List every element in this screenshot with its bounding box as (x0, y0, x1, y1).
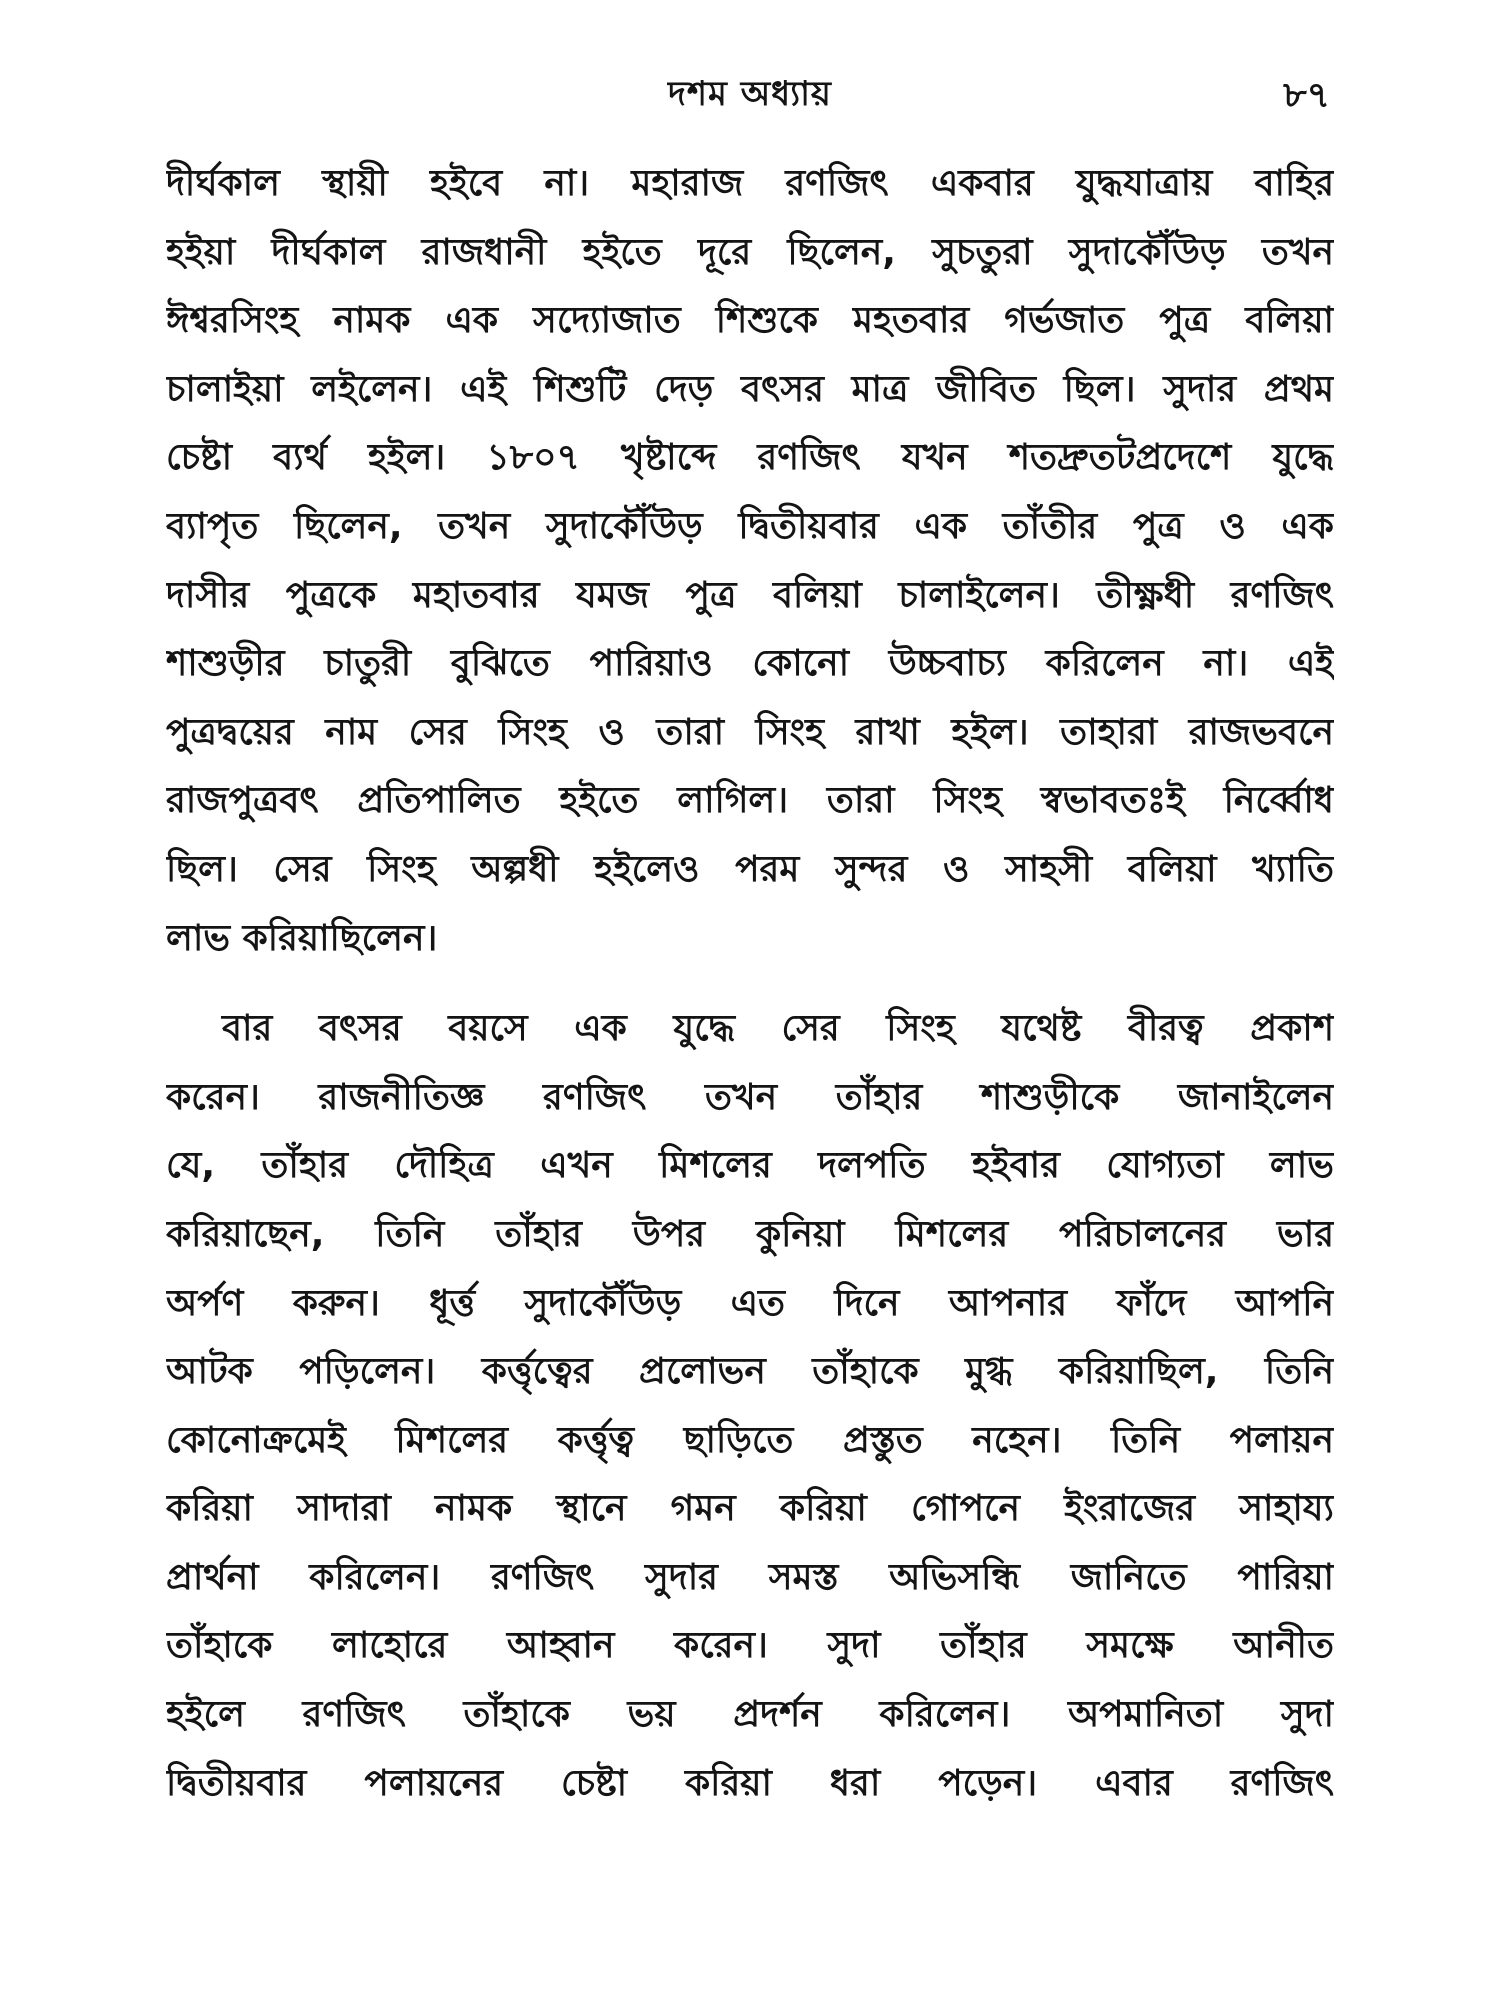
body-text (166, 150, 1334, 1818)
paragraph-gap (166, 973, 1334, 995)
page-number: ৮৭ (1283, 75, 1330, 116)
paragraph-2 (166, 995, 1334, 1818)
paragraph-1 (166, 150, 1334, 973)
text-line: শাশুড়ীর চাতুরী বুঝিতে পারিয়াও কোনো উচ্চবাচ্য করিলেন না। এই (166, 643, 1334, 685)
text-line: দাসীর পুত্রকে মহাতবার যমজ পুত্র বলিয়া চালাইলেন। তীক্ষ্ণধী রণজিৎ (166, 574, 1334, 616)
chapter-title: দশম অধ্যায় (668, 74, 832, 114)
text-line: বার বৎসর বয়সে এক যুদ্ধে সের সিংহ যথেষ্ট বীরত্ব প্রকাশ (222, 1008, 1334, 1050)
text-line: প্রার্থনা করিলেন। রণজিৎ সুদার সমস্ত অভিসন্ধি জানিতে পারিয়া (166, 1556, 1334, 1598)
text-line: তাঁহাকে লাহোরে আহ্বান করেন। সুদা তাঁহার সমক্ষে আনীত (166, 1625, 1334, 1667)
text-line: যে, তাঁহার দৌহিত্র এখন মিশলের দলপতি হইবার যোগ্যতা লাভ (166, 1145, 1334, 1187)
text-line: কোনোক্রমেই মিশলের কর্ত্তৃত্ব ছাড়িতে প্রস্তুত নহেন। তিনি পলায়ন (166, 1419, 1334, 1461)
text-line: হইয়া দীর্ঘকাল রাজধানী হইতে দূরে ছিলেন, সুচতুরা সুদাকৌঁউড় তখন (166, 231, 1334, 273)
text-line: লাভ করিয়াছিলেন। (166, 917, 438, 959)
text-line: ছিল। সের সিংহ অল্পধী হইলেও পরম সুন্দর ও সাহসী বলিয়া খ্যাতি (166, 848, 1334, 890)
text-line: চেষ্টা ব্যর্থ হইল। ১৮০৭ খৃষ্টাব্দে রণজিৎ যখন শতদ্রুতটপ্রদেশে যুদ্ধে (166, 437, 1334, 479)
text-line: দীর্ঘকাল স্থায়ী হইবে না। মহারাজ রণজিৎ একবার যুদ্ধযাত্রায় বাহির (166, 163, 1334, 204)
text-line: দ্বিতীয়বার পলায়নের চেষ্টা করিয়া ধরা পড়েন। এবার রণজিৎ (166, 1762, 1334, 1804)
text-line: আটক পড়িলেন। কর্ত্তৃত্বের প্রলোভন তাঁহাকে মুগ্ধ করিয়াছিল, তিনি (166, 1351, 1334, 1393)
text-line: করিয়াছেন, তিনি তাঁহার উপর কুনিয়া মিশলের পরিচালনের ভার (166, 1213, 1334, 1255)
text-line: পুত্রদ্বয়ের নাম সের সিংহ ও তারা সিংহ রাখা হইল। তাহারা রাজভবনে (166, 711, 1334, 753)
text-line: চালাইয়া লইলেন। এই শিশুটি দেড় বৎসর মাত্র জীবিত ছিল। সুদার প্রথম (166, 368, 1334, 410)
text-line: করিয়া সাদারা নামক স্থানে গমন করিয়া গোপনে ইংরাজের সাহায্য (166, 1488, 1334, 1530)
text-line: ঈশ্বরসিংহ নামক এক সদ্যোজাত শিশুকে মহতবার গর্ভজাত পুত্র বলিয়া (166, 300, 1334, 342)
text-line: অর্পণ করুন। ধূর্ত্ত সুদাকৌঁউড় এত দিনে আপনার ফাঁদে আপনি (166, 1282, 1334, 1324)
running-head (0, 68, 1500, 128)
text-line: রাজপুত্রবৎ প্রতিপালিত হইতে লাগিল। তারা সিংহ স্বভাবতঃই নির্ব্বোধ (166, 780, 1334, 822)
text-line: হইলে রণজিৎ তাঁহাকে ভয় প্রদর্শন করিলেন। অপমানিতা সুদা (166, 1694, 1334, 1736)
text-line: ব্যাপৃত ছিলেন, তখন সুদাকৌঁউড় দ্বিতীয়বার এক তাঁতীর পুত্র ও এক (166, 505, 1334, 547)
text-line: করেন। রাজনীতিজ্ঞ রণজিৎ তখন তাঁহার শাশুড়ীকে জানাইলেন (166, 1076, 1334, 1118)
